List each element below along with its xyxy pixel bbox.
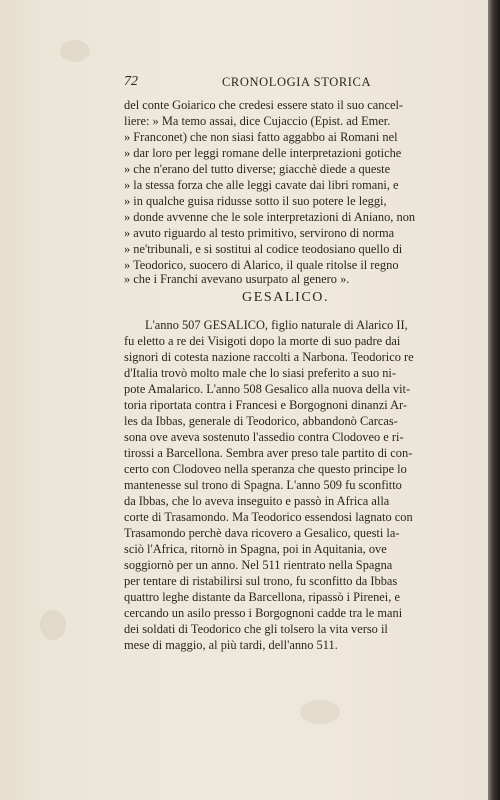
text-line: toria riportata contra i Francesi e Borgognoni dinanzi Ar- bbox=[124, 398, 408, 412]
text-line: les da Ibbas, generale di Teodorico, abbandonò Carcas- bbox=[124, 414, 398, 428]
text-line: d'Italia trovò molto male che lo siasi preferito a suo ni- bbox=[124, 366, 396, 380]
text-line: per tentare di ristabilirsi sul trono, fu sconfitto da Ibbas bbox=[124, 574, 398, 588]
text-line: dei soldati di Teodorico che gli tolsero la vita verso il bbox=[124, 622, 388, 636]
text-line: pote Amalarico. L'anno 508 Gesalico alla nuova della vit- bbox=[124, 382, 411, 396]
text-line: » ne'tribunali, e si sostitui al codice teodosiano quello di bbox=[124, 242, 403, 256]
text-line: » che n'erano del tutto diverse; giacchè diede a queste bbox=[124, 162, 391, 176]
text-line: » che i Franchi avevano usurpato al genero ». bbox=[124, 272, 350, 286]
text-line: mese di maggio, al più tardi, dell'anno 511. bbox=[124, 638, 338, 652]
text-line: signori di cotesta nazione raccolti a Narbona. Teodorico re bbox=[124, 350, 414, 364]
book-edge-shadow bbox=[488, 0, 500, 800]
text-line: » dar loro per leggi romane delle interpretazioni gotiche bbox=[124, 146, 402, 160]
text-line: da Ibbas, che lo aveva inseguito e passò in Africa alla bbox=[124, 494, 390, 508]
text-line: corte di Trasamondo. Ma Teodorico essendosi lagnato con bbox=[124, 510, 413, 524]
page-number: 72 bbox=[124, 74, 138, 89]
text-line: tirossi a Barcellona. Sembra aver preso tale partito di con- bbox=[124, 446, 413, 460]
text-line: » in qualche guisa ridusse sotto il suo potere le leggi, bbox=[124, 194, 387, 208]
section-heading: GESALICO. bbox=[242, 290, 330, 305]
text-line: » Franconet) che non siasi fatto aggabbo ai Romani nel bbox=[124, 130, 398, 144]
text-line: sciò l'Africa, ritornò in Spagna, poi in Aquitania, ove bbox=[124, 542, 387, 556]
text-line: Trasamondo perchè dava ricovero a Gesalico, questi la- bbox=[124, 526, 400, 540]
running-title: CRONOLOGIA STORICA bbox=[222, 75, 372, 89]
text-line: soggiornò per un anno. Nel 511 rientrato nella Spagna bbox=[124, 558, 393, 572]
text-line: del conte Goiarico che credesi essere stato il suo cancel- bbox=[124, 98, 404, 112]
text-line: » donde avvenne che le sole interpretazioni di Aniano, non bbox=[124, 210, 416, 224]
text-line: quattro leghe distante da Barcellona, ripassò i Pirenei, e bbox=[124, 590, 400, 604]
text-line: » avuto riguardo al testo primitivo, servirono di norma bbox=[124, 226, 395, 240]
text-line: sona ove aveva sostenuto l'assedio contra Clodoveo e ri- bbox=[124, 430, 404, 444]
text-line: » la stessa forza che alle leggi cavate dai libri romani, e bbox=[124, 178, 399, 192]
text-line: liere: » Ma temo assai, dice Cujaccio (Epist. ad Emer. bbox=[124, 114, 391, 128]
text-line: cercando un asilo presso i Borgognoni cadde tra le mani bbox=[124, 606, 403, 620]
page-header bbox=[124, 74, 454, 92]
paper-stain bbox=[60, 40, 90, 62]
text-line: fu eletto a re dei Visigoti dopo la morte di suo padre dai bbox=[124, 334, 401, 348]
text-line: mantenesse sul trono di Spagna. L'anno 509 fu sconfitto bbox=[124, 478, 402, 492]
text-line: » Teodorico, suocero di Alarico, il quale ritolse il regno bbox=[124, 258, 399, 272]
paper-stain bbox=[300, 700, 340, 724]
text-line: certo con Clodoveo nella speranza che questo principe lo bbox=[124, 462, 407, 476]
text-line: L'anno 507 GESALICO, figlio naturale di Alarico II, bbox=[145, 318, 408, 332]
paper-stain bbox=[40, 610, 66, 640]
